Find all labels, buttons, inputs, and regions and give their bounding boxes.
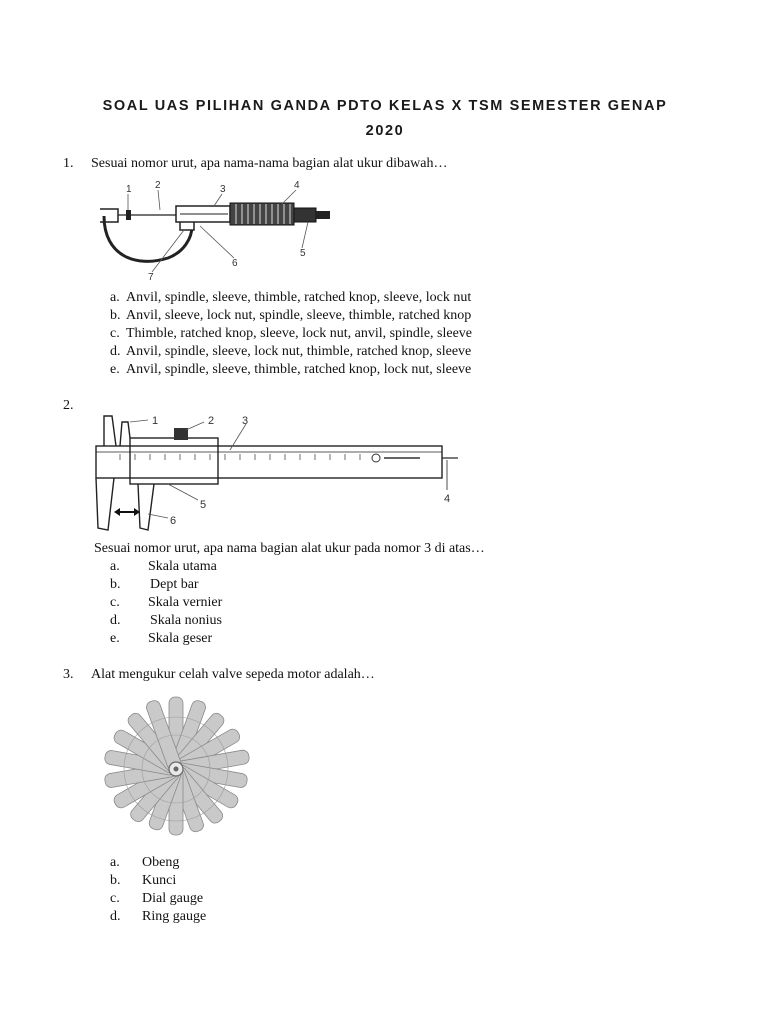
option-letter: a. xyxy=(110,559,120,574)
option-text: Thimble, ratched knop, sleeve, lock nut, anvil, spindle, sleeve xyxy=(126,326,473,341)
question-1-option-e[interactable] xyxy=(110,361,471,379)
option-letter: e. xyxy=(110,631,120,646)
question-1-option-d[interactable] xyxy=(110,343,471,361)
option-text: Anvil, spindle, sleeve, thimble, ratched knop, lock nut, sleeve xyxy=(126,362,472,377)
question-1-option-c[interactable] xyxy=(110,325,472,343)
caliper-label-2: 2 xyxy=(208,415,215,427)
question-2-text: Sesuai nomor urut, apa nama bagian alat ukur pada nomor 3 di atas… xyxy=(94,541,485,556)
option-text: Kunci xyxy=(142,873,177,888)
caliper-label-5: 5 xyxy=(200,499,207,511)
micrometer-label-4: 4 xyxy=(294,180,300,191)
micrometer-label-6: 6 xyxy=(232,258,238,269)
caliper-label-3: 3 xyxy=(242,415,249,427)
micrometer-label-3: 3 xyxy=(220,184,226,195)
option-letter: a. xyxy=(110,855,120,870)
option-text: Anvil, sleeve, lock nut, spindle, sleeve, thimble, ratched knop xyxy=(126,308,472,323)
option-text: Obeng xyxy=(142,855,180,870)
option-text: Skala nonius xyxy=(150,613,222,628)
option-letter: c. xyxy=(110,891,120,906)
option-letter: d. xyxy=(110,344,121,359)
question-3-number: 3. xyxy=(63,667,74,682)
vernier-caliper-figure xyxy=(90,410,462,536)
caliper-label-4: 4 xyxy=(444,493,451,505)
micrometer-figure xyxy=(96,176,346,286)
option-text: Skala vernier xyxy=(148,595,223,610)
option-letter: e. xyxy=(110,362,120,377)
option-text: Anvil, spindle, sleeve, thimble, ratched knop, sleeve, lock nut xyxy=(126,290,472,305)
option-text: Skala utama xyxy=(148,559,217,574)
micrometer-label-1: 1 xyxy=(126,184,132,195)
question-3-text: Alat mengukur celah valve sepeda motor adalah… xyxy=(91,667,375,682)
title-line-1: SOAL UAS PILIHAN GANDA PDTO KELAS X TSM SEMESTER GENAP xyxy=(102,98,668,114)
option-letter: d. xyxy=(110,909,121,924)
micrometer-label-2: 2 xyxy=(155,180,161,191)
question-1-number: 1. xyxy=(63,156,74,171)
question-1-option-a[interactable] xyxy=(110,289,471,307)
option-letter: a. xyxy=(110,290,120,305)
option-text: Dept bar xyxy=(150,577,199,592)
question-3-option-a[interactable] xyxy=(110,854,179,872)
micrometer-label-5: 5 xyxy=(300,248,306,259)
question-3-option-d[interactable] xyxy=(110,908,206,926)
question-2-option-a[interactable] xyxy=(110,558,217,576)
question-2-option-e[interactable] xyxy=(110,630,212,648)
option-text: Dial gauge xyxy=(142,891,204,906)
question-2-option-b[interactable] xyxy=(110,576,199,594)
option-text: Anvil, spindle, sleeve, lock nut, thimble, ratched knop, sleeve xyxy=(126,344,472,359)
question-1-option-b[interactable] xyxy=(110,307,471,325)
option-letter: c. xyxy=(110,326,120,341)
question-1-text: Sesuai nomor urut, apa nama-nama bagian alat ukur dibawah… xyxy=(91,156,448,171)
option-letter: b. xyxy=(110,577,121,592)
option-text: Ring gauge xyxy=(142,909,207,924)
option-text: Skala geser xyxy=(148,631,213,646)
option-letter: d. xyxy=(110,613,121,628)
question-2-number: 2. xyxy=(63,398,74,413)
document-title xyxy=(60,94,710,144)
question-2-option-d[interactable] xyxy=(110,612,222,630)
micrometer-label-7: 7 xyxy=(148,272,154,283)
question-3-option-c[interactable] xyxy=(110,890,203,908)
caliper-label-6: 6 xyxy=(170,515,177,527)
caliper-label-1: 1 xyxy=(152,415,159,427)
option-letter: b. xyxy=(110,873,121,888)
question-2-option-c[interactable] xyxy=(110,594,222,612)
title-line-2: 2020 xyxy=(365,123,405,139)
option-letter: c. xyxy=(110,595,120,610)
feeler-gauge-figure xyxy=(96,694,256,844)
question-3-option-b[interactable] xyxy=(110,872,176,890)
option-letter: b. xyxy=(110,308,121,323)
